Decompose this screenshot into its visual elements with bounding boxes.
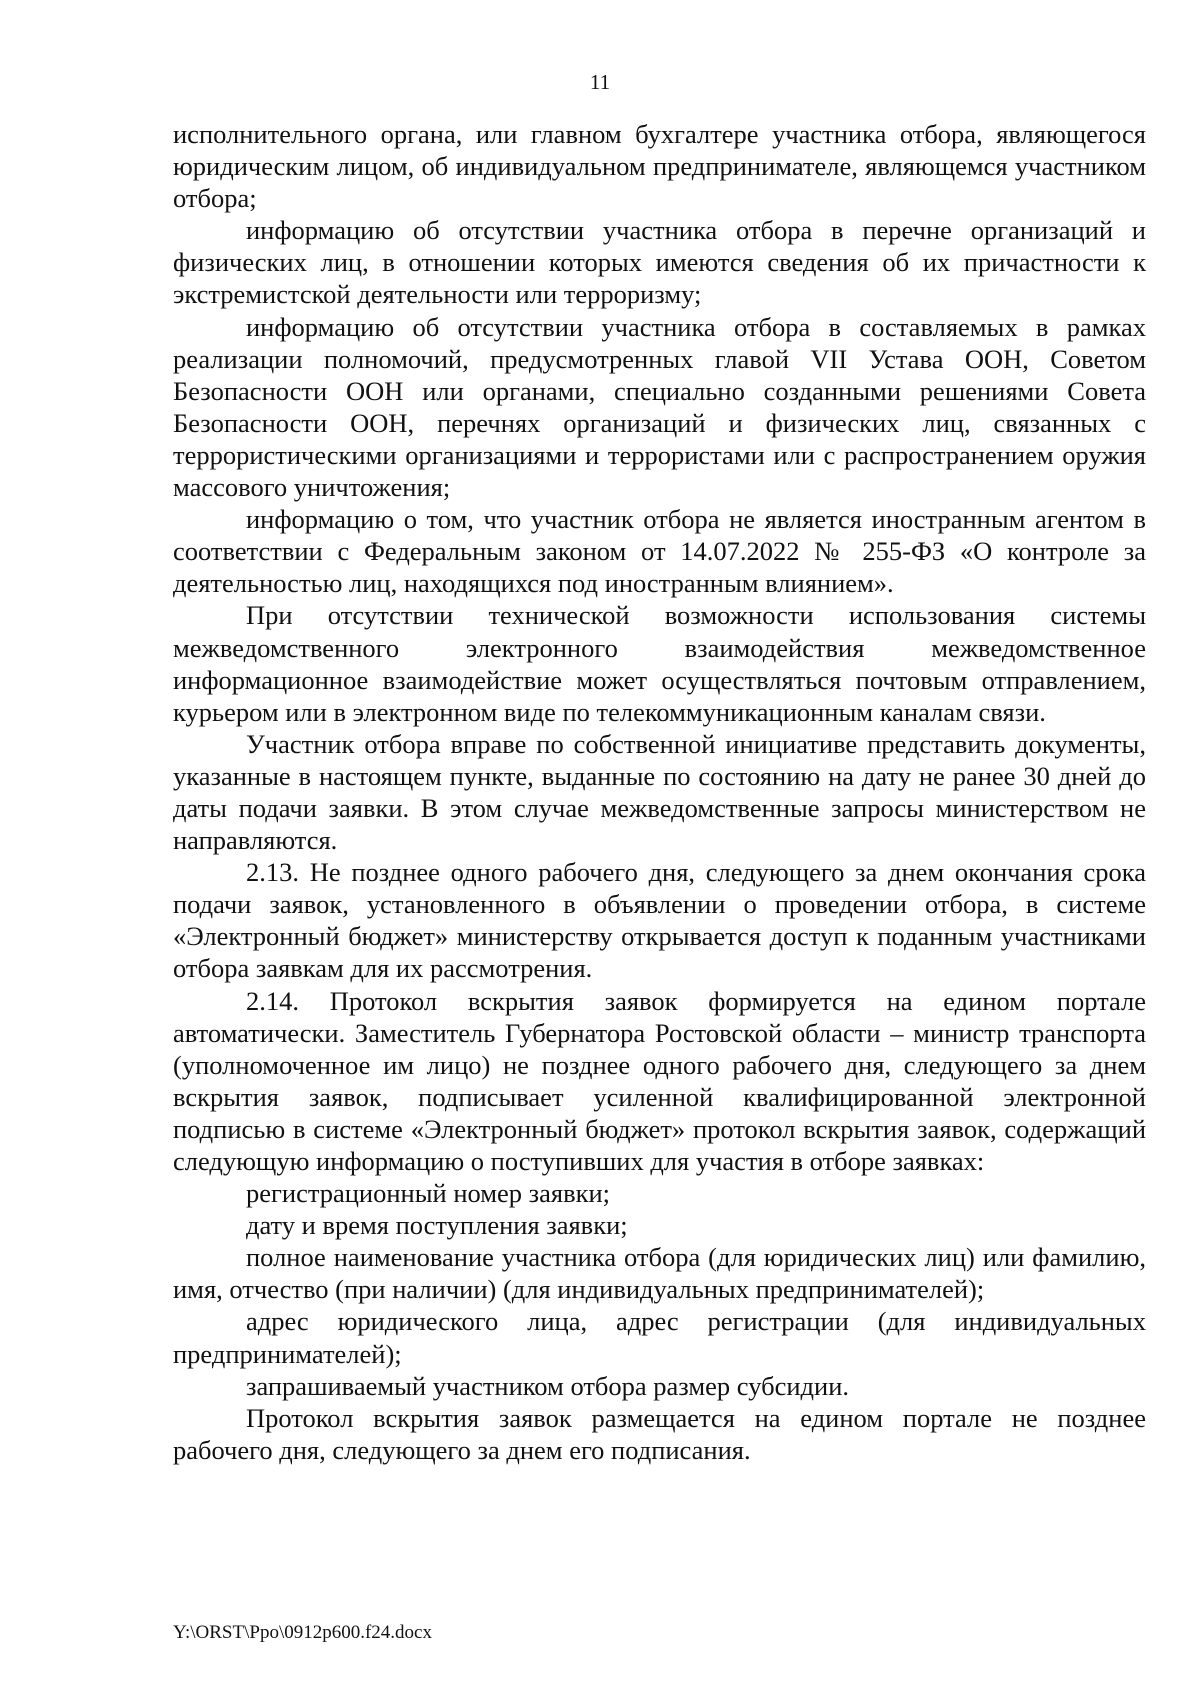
paragraph-protocol-publication: Протокол вскрытия заявок размещается на едином портале не позднее рабочего дня, следующего за днем его подписания. — [173, 1402, 1146, 1465]
footer-file-path: Y:\ORST\Ppo\0912p600.f24.docx — [173, 1622, 432, 1643]
paragraph-extremism-info: информацию об отсутствии участника отбора в перечне организаций и физических лиц, в отношении которых имеются сведения об их причастности к экстремистской деятельности или терроризму; — [173, 215, 1146, 310]
paragraph-interagency-interaction: При отсутствии технической возможности использования системы межведомственного электронного взаимодействия межведомственное информационное взаимодействие может осуществляться почтовым отправлением, курьером или в электронном виде по телекоммуникационным каналам связи. — [173, 600, 1146, 727]
list-item-full-name: полное наименование участника отбора (для юридических лиц) или фамилию, имя, отчество (при наличии) (для индивидуальных предпринимателей); — [173, 1242, 1146, 1305]
list-item-subsidy-amount: запрашиваемый участником отбора размер субсидии. — [246, 1370, 850, 1401]
list-item-registration-number: регистрационный номер заявки; — [246, 1178, 611, 1209]
page-number: 11 — [589, 70, 611, 94]
paragraph-2-14: 2.14. Протокол вскрытия заявок формируется на едином портале автоматически. Заместитель Губернатора Ростовской области – министр транспорта (уполномоченное им лицо) не позднее одного рабочего дня, следующего за днем вскрытия заявок, подписывает усиленной квалифицированной электронной подписью в системе «Электронный бюджет» протокол вскрытия заявок, содержащий следующую информацию о поступивших для участия в отборе заявках: — [173, 985, 1146, 1176]
paragraph-own-initiative: Участник отбора вправе по собственной инициативе представить документы, указанные в настоящем пункте, выданные по состоянию на дату не ранее 30 дней до даты подачи заявки. В этом случае межведомственные запросы министерством не направляются. — [173, 728, 1146, 856]
list-item-date-time: дату и время поступления заявки; — [246, 1210, 628, 1241]
paragraph-foreign-agent-info: информацию о том, что участник отбора не является иностранным агентом в соответствии с Федеральным законом от 14.07.2022 № 255-ФЗ «О контроле за деятельностью лиц, находящихся под иностранным влиянием». — [173, 504, 1146, 599]
paragraph-un-lists-info: информацию об отсутствии участника отбора в составляемых в рамках реализации полномочий, предусмотренных главой VII Устава ООН, Советом Безопасности ООН или органами, специально созданными решениями Совета Безопасности ООН, перечнях организаций и физических лиц, связанных с террористическими организациями и террористами или с распространением оружия массового уничтожения; — [173, 311, 1146, 503]
paragraph-2-13: 2.13. Не позднее одного рабочего дня, следующего за днем окончания срока подачи заявок, установленного в объявлении о проведении отбора, в системе «Электронный бюджет» министерству открывается доступ к поданным участниками отбора заявкам для их рассмотрения. — [173, 857, 1146, 984]
paragraph-continued: исполнительного органа, или главном бухгалтере участника отбора, являющегося юридическим лицом, об индивидуальном предпринимателе, являющемся участником отбора; — [173, 119, 1146, 214]
document-body — [173, 118, 1146, 1466]
list-item-address: адрес юридического лица, адрес регистрации (для индивидуальных предпринимателей); — [173, 1306, 1146, 1369]
